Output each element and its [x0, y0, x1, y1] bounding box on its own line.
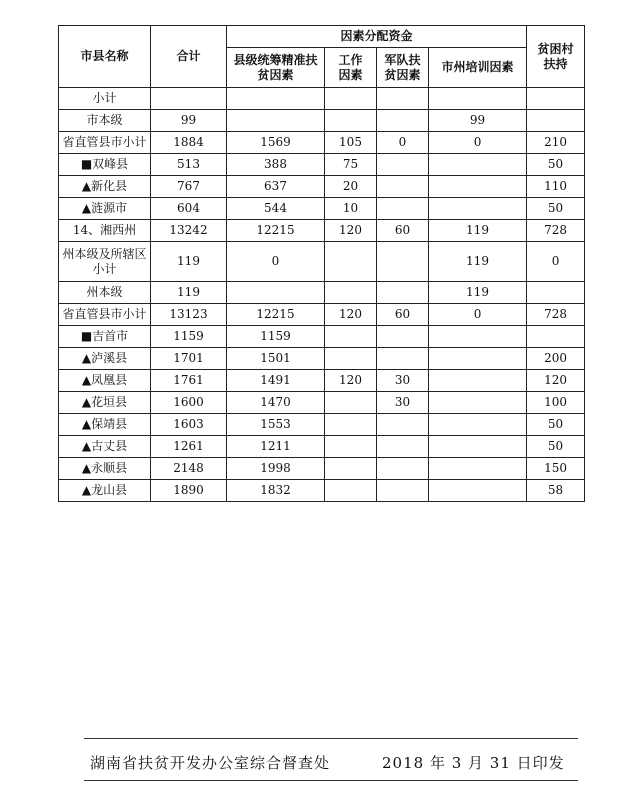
cell-village: 100 — [527, 392, 585, 414]
cell-total: 1603 — [151, 414, 227, 436]
cell-training — [429, 176, 527, 198]
cell-name: 小计 — [59, 88, 151, 110]
cell-name: ▲古丈县 — [59, 436, 151, 458]
cell-county: 0 — [227, 242, 325, 282]
table-row — [59, 282, 585, 304]
cell-name: 市本级 — [59, 110, 151, 132]
cell-total: 1701 — [151, 348, 227, 370]
cell-village: 0 — [527, 242, 585, 282]
cell-county: 1998 — [227, 458, 325, 480]
cell-name: ▲花垣县 — [59, 392, 151, 414]
cell-county: 12215 — [227, 220, 325, 242]
cell-total: 13242 — [151, 220, 227, 242]
cell-name: ▲保靖县 — [59, 414, 151, 436]
cell-total: 513 — [151, 154, 227, 176]
cell-work — [325, 348, 377, 370]
cell-total: 1761 — [151, 370, 227, 392]
cell-total: 1261 — [151, 436, 227, 458]
cell-total — [151, 88, 227, 110]
cell-name: 州本级及所辖区小计 — [59, 242, 151, 282]
cell-work — [325, 480, 377, 502]
cell-training — [429, 88, 527, 110]
cell-army — [377, 242, 429, 282]
cell-name: ▲泸溪县 — [59, 348, 151, 370]
cell-total: 13123 — [151, 304, 227, 326]
footer-org: 湖南省扶贫开发办公室综合督查处 — [90, 754, 331, 772]
cell-county: 388 — [227, 154, 325, 176]
cell-work: 10 — [325, 198, 377, 220]
cell-name: ▲涟源市 — [59, 198, 151, 220]
cell-county: 1553 — [227, 414, 325, 436]
table-row — [59, 220, 585, 242]
header-army: 军队扶贫因素 — [377, 48, 429, 88]
footer-date: 2018 年 3 月 31 日印发 — [382, 754, 565, 772]
cell-county: 1491 — [227, 370, 325, 392]
cell-army — [377, 282, 429, 304]
table-row — [59, 392, 585, 414]
cell-total: 99 — [151, 110, 227, 132]
cell-work — [325, 326, 377, 348]
cell-training — [429, 348, 527, 370]
funding-table — [58, 25, 585, 502]
cell-work — [325, 436, 377, 458]
cell-village — [527, 110, 585, 132]
cell-training: 0 — [429, 304, 527, 326]
cell-village: 200 — [527, 348, 585, 370]
table-row — [59, 458, 585, 480]
cell-total: 1600 — [151, 392, 227, 414]
cell-army — [377, 176, 429, 198]
cell-county: 1470 — [227, 392, 325, 414]
cell-army: 60 — [377, 304, 429, 326]
cell-training — [429, 198, 527, 220]
table-row — [59, 110, 585, 132]
cell-work — [325, 110, 377, 132]
table-row — [59, 326, 585, 348]
table-row — [59, 242, 585, 282]
cell-training — [429, 480, 527, 502]
cell-army — [377, 458, 429, 480]
header-village: 贫困村扶持 — [527, 26, 585, 88]
cell-training — [429, 370, 527, 392]
cell-total: 604 — [151, 198, 227, 220]
cell-total: 1890 — [151, 480, 227, 502]
cell-name: ▲龙山县 — [59, 480, 151, 502]
cell-county: 1211 — [227, 436, 325, 458]
table-row — [59, 176, 585, 198]
cell-name: ▲永顺县 — [59, 458, 151, 480]
cell-county — [227, 110, 325, 132]
cell-village: 210 — [527, 132, 585, 154]
cell-village — [527, 282, 585, 304]
cell-work: 120 — [325, 370, 377, 392]
table-row — [59, 348, 585, 370]
cell-training — [429, 326, 527, 348]
cell-army — [377, 154, 429, 176]
table-row — [59, 480, 585, 502]
cell-training: 119 — [429, 282, 527, 304]
cell-training: 0 — [429, 132, 527, 154]
cell-work — [325, 414, 377, 436]
cell-training — [429, 392, 527, 414]
cell-village: 50 — [527, 154, 585, 176]
cell-work — [325, 392, 377, 414]
cell-county: 12215 — [227, 304, 325, 326]
table-row — [59, 132, 585, 154]
cell-total: 1884 — [151, 132, 227, 154]
cell-county — [227, 88, 325, 110]
header-training: 市州培训因素 — [429, 48, 527, 88]
cell-work: 120 — [325, 304, 377, 326]
cell-training — [429, 154, 527, 176]
cell-county — [227, 282, 325, 304]
header-work: 工作因素 — [325, 48, 377, 88]
cell-army — [377, 348, 429, 370]
table-row — [59, 88, 585, 110]
cell-army: 30 — [377, 370, 429, 392]
header-total: 合计 — [151, 26, 227, 88]
cell-name: 省直管县市小计 — [59, 304, 151, 326]
cell-village: 50 — [527, 198, 585, 220]
cell-army: 0 — [377, 132, 429, 154]
cell-training — [429, 458, 527, 480]
cell-work: 105 — [325, 132, 377, 154]
table-row — [59, 198, 585, 220]
cell-county: 1501 — [227, 348, 325, 370]
cell-total: 119 — [151, 282, 227, 304]
cell-name: ■吉首市 — [59, 326, 151, 348]
cell-village: 120 — [527, 370, 585, 392]
cell-village: 58 — [527, 480, 585, 502]
cell-total: 119 — [151, 242, 227, 282]
cell-total: 767 — [151, 176, 227, 198]
table-body — [59, 88, 585, 502]
header-name: 市县名称 — [59, 26, 151, 88]
table-row — [59, 436, 585, 458]
header-factor-group: 因素分配资金 — [227, 26, 527, 48]
cell-army — [377, 198, 429, 220]
table-row — [59, 154, 585, 176]
cell-work: 20 — [325, 176, 377, 198]
cell-army — [377, 110, 429, 132]
cell-army — [377, 326, 429, 348]
cell-training — [429, 436, 527, 458]
cell-training: 99 — [429, 110, 527, 132]
cell-county: 637 — [227, 176, 325, 198]
cell-total: 2148 — [151, 458, 227, 480]
cell-county: 1569 — [227, 132, 325, 154]
cell-name: 州本级 — [59, 282, 151, 304]
cell-village: 728 — [527, 304, 585, 326]
cell-name: 省直管县市小计 — [59, 132, 151, 154]
footer-bottom-rule — [84, 780, 578, 781]
table-row — [59, 370, 585, 392]
cell-army: 30 — [377, 392, 429, 414]
cell-county: 1832 — [227, 480, 325, 502]
cell-work — [325, 282, 377, 304]
cell-army — [377, 414, 429, 436]
cell-name: ▲凤凰县 — [59, 370, 151, 392]
cell-county: 544 — [227, 198, 325, 220]
cell-work — [325, 242, 377, 282]
cell-training: 119 — [429, 220, 527, 242]
cell-village: 728 — [527, 220, 585, 242]
cell-army — [377, 436, 429, 458]
cell-work: 75 — [325, 154, 377, 176]
cell-village — [527, 88, 585, 110]
cell-name: 14、湘西州 — [59, 220, 151, 242]
cell-training — [429, 414, 527, 436]
cell-army — [377, 480, 429, 502]
cell-village: 50 — [527, 414, 585, 436]
cell-training: 119 — [429, 242, 527, 282]
cell-village — [527, 326, 585, 348]
cell-army — [377, 88, 429, 110]
cell-total: 1159 — [151, 326, 227, 348]
table-row — [59, 304, 585, 326]
cell-county: 1159 — [227, 326, 325, 348]
cell-name: ▲新化县 — [59, 176, 151, 198]
cell-village: 150 — [527, 458, 585, 480]
cell-army: 60 — [377, 220, 429, 242]
cell-work — [325, 458, 377, 480]
table-row — [59, 414, 585, 436]
footer-top-rule — [84, 738, 578, 739]
cell-work — [325, 88, 377, 110]
cell-village: 50 — [527, 436, 585, 458]
cell-work: 120 — [325, 220, 377, 242]
header-county: 县级统筹精准扶贫因素 — [227, 48, 325, 88]
cell-village: 110 — [527, 176, 585, 198]
cell-name: ■双峰县 — [59, 154, 151, 176]
